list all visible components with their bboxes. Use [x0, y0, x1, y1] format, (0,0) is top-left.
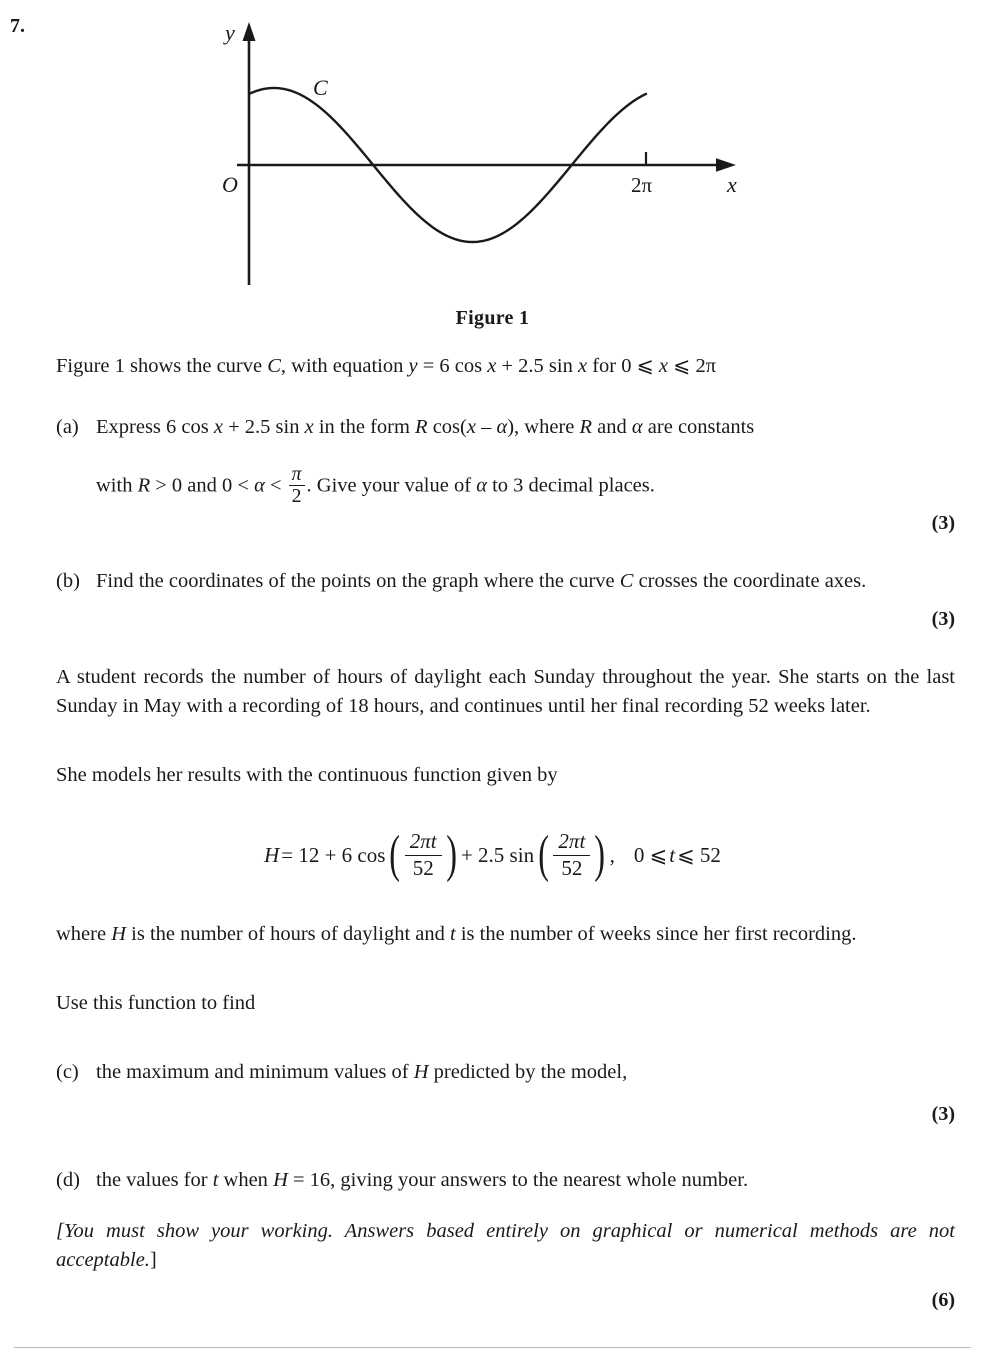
intro-eq-mid: + 2.5 sin — [496, 355, 578, 377]
part-d-text-3: = 16, giving your answers to the nearest whole number. — [287, 1169, 749, 1192]
question-body — [0, 352, 985, 1312]
where-var-H: H — [111, 923, 127, 946]
scenario-paragraph: A student records the number of hours of daylight each Sunday throughout the year. She starts on the last Sunday in May with a recording of 18 hours, and continues until her final recording 52 weeks later. — [56, 666, 955, 718]
intro-text-1: Figure 1 shows the curve — [56, 355, 268, 377]
curve-label: C — [313, 75, 328, 100]
intro-curve-letter: C — [267, 355, 281, 377]
intro-eq-x3: x — [658, 355, 669, 377]
equation-frac2-t: t — [579, 829, 586, 854]
equation-frac2-2pi: 2π — [558, 829, 580, 854]
figure-1 — [0, 0, 985, 329]
part-d-text-1: the values for — [96, 1169, 213, 1192]
figure-caption: Figure 1 — [455, 307, 530, 329]
part-b-marks: (3) — [931, 608, 955, 631]
intro-paragraph — [0, 352, 985, 381]
part-a-text-11: < — [264, 474, 287, 497]
equation-paren-close-1: ) — [445, 826, 457, 884]
equation-frac2-num — [553, 830, 590, 855]
where-text-2: is the number of hours of daylight and — [126, 923, 450, 946]
x-axis-arrowhead — [716, 158, 736, 172]
where-paragraph — [0, 920, 985, 949]
footnote-close-bracket: ] — [149, 1249, 157, 1272]
page-bottom-rule — [14, 1347, 971, 1348]
part-a-var-x3: x — [466, 416, 476, 438]
intro-eq-rest: = 6 cos — [417, 355, 488, 377]
part-d-var-H: H — [273, 1169, 288, 1192]
part-a-var-x2: x — [304, 416, 314, 438]
equation-paren-close-2: ) — [594, 826, 606, 884]
y-axis-arrowhead — [243, 22, 256, 41]
equation-frac1-2pi: 2π — [409, 829, 431, 854]
equation-paren-open-2: ( — [538, 826, 550, 884]
where-var-t: t — [450, 923, 456, 946]
footnote-text: You must show your working. Answers based entirely on graphical or numerical methods are not acceptable. — [56, 1220, 955, 1272]
part-a-text-9: with — [96, 474, 138, 497]
part-d-tag: (d) — [56, 1169, 80, 1192]
y-axis-label: y — [225, 20, 235, 45]
equation-range-t: t — [669, 842, 676, 867]
x-tick-label-2pi: 2π — [631, 173, 653, 197]
models-line: She models her results with the continuous function given by — [56, 764, 558, 787]
part-a-text-12: . Give your value of — [306, 474, 477, 497]
origin-label: O — [222, 172, 238, 197]
equation-fraction-2 — [553, 830, 590, 880]
part-d-paragraph — [0, 1166, 985, 1195]
part-a-var-alpha: α — [496, 416, 508, 438]
model-equation — [0, 826, 985, 884]
part-a-text-5: – — [475, 416, 497, 438]
part-b-var-C: C — [619, 570, 634, 593]
part-a-var-alpha4: α — [476, 474, 487, 497]
part-a-marks: (3) — [931, 512, 955, 535]
question-number: 7. — [10, 15, 25, 37]
where-text-3: is the number of weeks since her first recording. — [455, 923, 857, 946]
part-a-var-alpha2: α — [631, 416, 643, 438]
part-a-text-6: ), where — [507, 416, 580, 438]
footnote-paragraph — [0, 1217, 985, 1275]
where-text-1: where — [56, 923, 112, 946]
part-a-text-2: + 2.5 sin — [222, 416, 305, 438]
part-a-line-2 — [0, 464, 985, 506]
part-a-fraction-pi-over-2 — [289, 464, 305, 506]
intro-text-2: , with equation — [280, 355, 409, 377]
part-a-var-R2: R — [579, 416, 593, 438]
intro-eq-y: y — [408, 355, 418, 377]
part-d-marks: (6) — [931, 1289, 955, 1312]
part-a-text-7: and — [592, 416, 632, 438]
equation-range-2: ⩽ 52 — [677, 842, 721, 867]
equation-frac2-den: 52 — [553, 855, 590, 881]
equation-comma: , — [609, 842, 615, 867]
part-c-marks: (3) — [931, 1103, 955, 1126]
equation-frac1-den: 52 — [405, 855, 442, 881]
part-c-paragraph — [0, 1058, 985, 1087]
equation-paren-open-1: ( — [389, 826, 401, 884]
part-a-text-10: > 0 and 0 < — [150, 474, 255, 497]
equation-part-2: + 2.5 sin — [460, 842, 535, 867]
footnote-open-bracket: [ — [56, 1220, 64, 1243]
equation-fraction-1 — [405, 830, 442, 880]
part-b-paragraph — [0, 567, 985, 596]
equation-frac1-num — [405, 830, 442, 855]
equation-range-1: 0 ⩽ — [633, 842, 668, 867]
equation-H: H — [264, 842, 280, 867]
intro-eq-end: ⩽ 2π — [668, 355, 717, 377]
part-a-text-3: in the form — [313, 416, 416, 438]
part-c-tag: (c) — [56, 1061, 79, 1084]
part-a-text-1: Express 6 cos — [96, 416, 214, 438]
intro-eq-for: for 0 ⩽ — [587, 355, 659, 377]
part-c-text-2: predicted by the model, — [428, 1061, 628, 1084]
part-a-var-R: R — [415, 416, 428, 438]
part-b-tag: (b) — [56, 570, 80, 593]
use-function-line: Use this function to find — [56, 992, 256, 1015]
part-b-text-2: crosses the coordinate axes. — [633, 570, 867, 593]
equation-part-1: = 12 + 6 cos — [281, 842, 386, 867]
intro-eq-x2: x — [577, 355, 588, 377]
fraction-numerator: π — [291, 463, 302, 485]
part-a-var-alpha3: α — [254, 474, 265, 497]
intro-eq-x1: x — [487, 355, 497, 377]
fraction-denominator: 2 — [289, 485, 305, 507]
part-c-text-1: the maximum and minimum values of — [96, 1061, 414, 1084]
equation-frac1-t: t — [430, 829, 437, 854]
figure-graph-svg — [0, 0, 985, 300]
part-c-var-H: H — [413, 1061, 429, 1084]
part-b-text-1: Find the coordinates of the points on the graph where the curve — [96, 570, 620, 593]
part-a-var-x1: x — [213, 416, 223, 438]
part-a-line-1 — [0, 413, 985, 442]
part-a-text-13: to 3 decimal places. — [486, 474, 655, 497]
part-a-tag: (a) — [56, 416, 79, 438]
part-a-text-4: cos( — [427, 416, 467, 438]
part-d-var-t: t — [212, 1169, 219, 1192]
part-d-text-2: when — [218, 1169, 274, 1192]
part-a-text-8: are constants — [642, 416, 755, 438]
x-axis-label: x — [727, 172, 737, 197]
part-a-var-R3: R — [137, 474, 151, 497]
